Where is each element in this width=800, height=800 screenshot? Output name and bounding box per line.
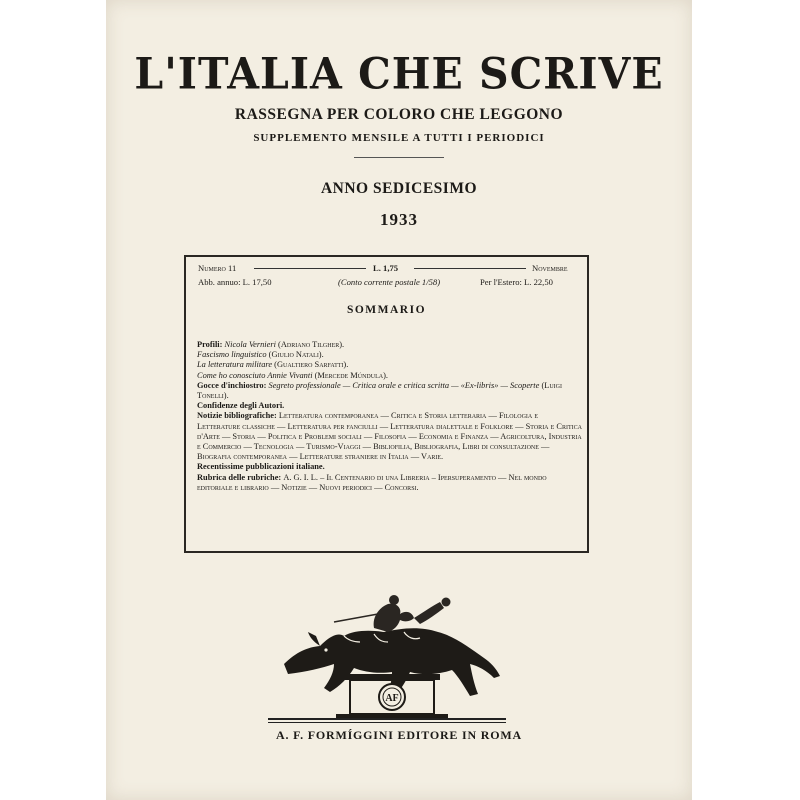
article-title: Fascismo linguistico <box>197 350 267 360</box>
publisher-emblem <box>274 592 504 722</box>
article-title: Come ho conosciuto Annie Vivanti <box>197 370 313 380</box>
list-item <box>197 473 582 493</box>
section-label: Gocce d'inchiostro: <box>197 380 267 390</box>
emblem-monogram: AF <box>385 693 399 704</box>
divider <box>268 718 506 720</box>
section-text: Letteratura contemporanea — Critica e Storia letteraria — Filologia e Letterature classiche — Letteratura per fanciulli — Letteratura dialettale e Folklore — Storia e Critica d'Arte — Storia — Politica e Problemi sociali — Filosofia — Economia e Finanza — Agricoltura, Industria e Commercio — Tecnologia — Turismo-Viaggi — Bibliofilia, Bibliografia, Libri di consultazione — Biografia contemporanea — Letterature straniere in Italia — Varie. <box>197 411 582 462</box>
postal-account: (Conto corrente postale 1/58) <box>338 277 441 287</box>
foreign-price: Per l'Estero: L. 22,50 <box>480 277 553 287</box>
table-of-contents <box>197 340 582 493</box>
masthead-title: L'ITALIA CHE SCRIVE <box>134 48 664 100</box>
list-item: Recentissime pubblicazioni italiane. <box>197 462 325 472</box>
issue-number: Numero 11 <box>198 263 237 273</box>
list-item <box>197 371 582 381</box>
article-title: Segreto professionale — Critica orale e critica scritta — «Ex-libris» — Scoperte <box>268 380 540 390</box>
subscription-price: Abb. annuo: L. 17,50 <box>198 277 272 287</box>
article-author: (Luigi Tonelli). <box>197 380 563 401</box>
divider <box>354 157 444 158</box>
article-author: (Adriano Tilgher). <box>278 340 345 349</box>
masthead-supplement: SUPPLEMENTO MENSILE A TUTTI I PERIODICI <box>253 132 545 144</box>
divider <box>268 722 506 723</box>
list-item <box>197 350 582 360</box>
section-label: Rubrica delle rubriche: <box>197 472 282 482</box>
section-label: Profili: <box>197 340 223 349</box>
list-item <box>197 411 582 462</box>
article-title: Nicola Vernieri <box>224 340 276 349</box>
contents-box <box>184 255 589 553</box>
section-text: A. G. I. L. – Il Centenario di una Libreria – Ipersuperamento — Nel mondo editoriale e librario — Notizie — Nuovi periodici — Concorsi. <box>197 472 547 492</box>
article-author: (Mercede Múndula). <box>314 370 388 380</box>
list-item: Confidenze degli Autori. <box>197 401 285 411</box>
issue-month: Novembre <box>532 263 568 273</box>
article-title: La letteratura militare <box>197 360 273 370</box>
summary-heading: SOMMARIO <box>346 304 427 316</box>
year: 1933 <box>380 210 418 229</box>
list-item <box>197 360 582 370</box>
article-author: (Gualtiero Sarfatti). <box>274 360 349 370</box>
list-item <box>197 340 582 350</box>
masthead-subtitle: RASSEGNA PER COLORO CHE LEGGONO <box>234 106 564 123</box>
publisher-name: A. F. FORMÍGGINI EDITORE IN ROMA <box>276 728 522 742</box>
article-author: (Giulio Natali). <box>268 350 324 360</box>
list-item <box>197 381 582 401</box>
volume-label: ANNO SEDICESIMO <box>320 180 478 197</box>
divider <box>414 268 526 269</box>
journal-cover <box>106 0 692 800</box>
divider <box>254 268 366 269</box>
issue-price: L. 1,75 <box>373 263 399 273</box>
section-label: Notizie bibliografiche: <box>197 411 277 421</box>
